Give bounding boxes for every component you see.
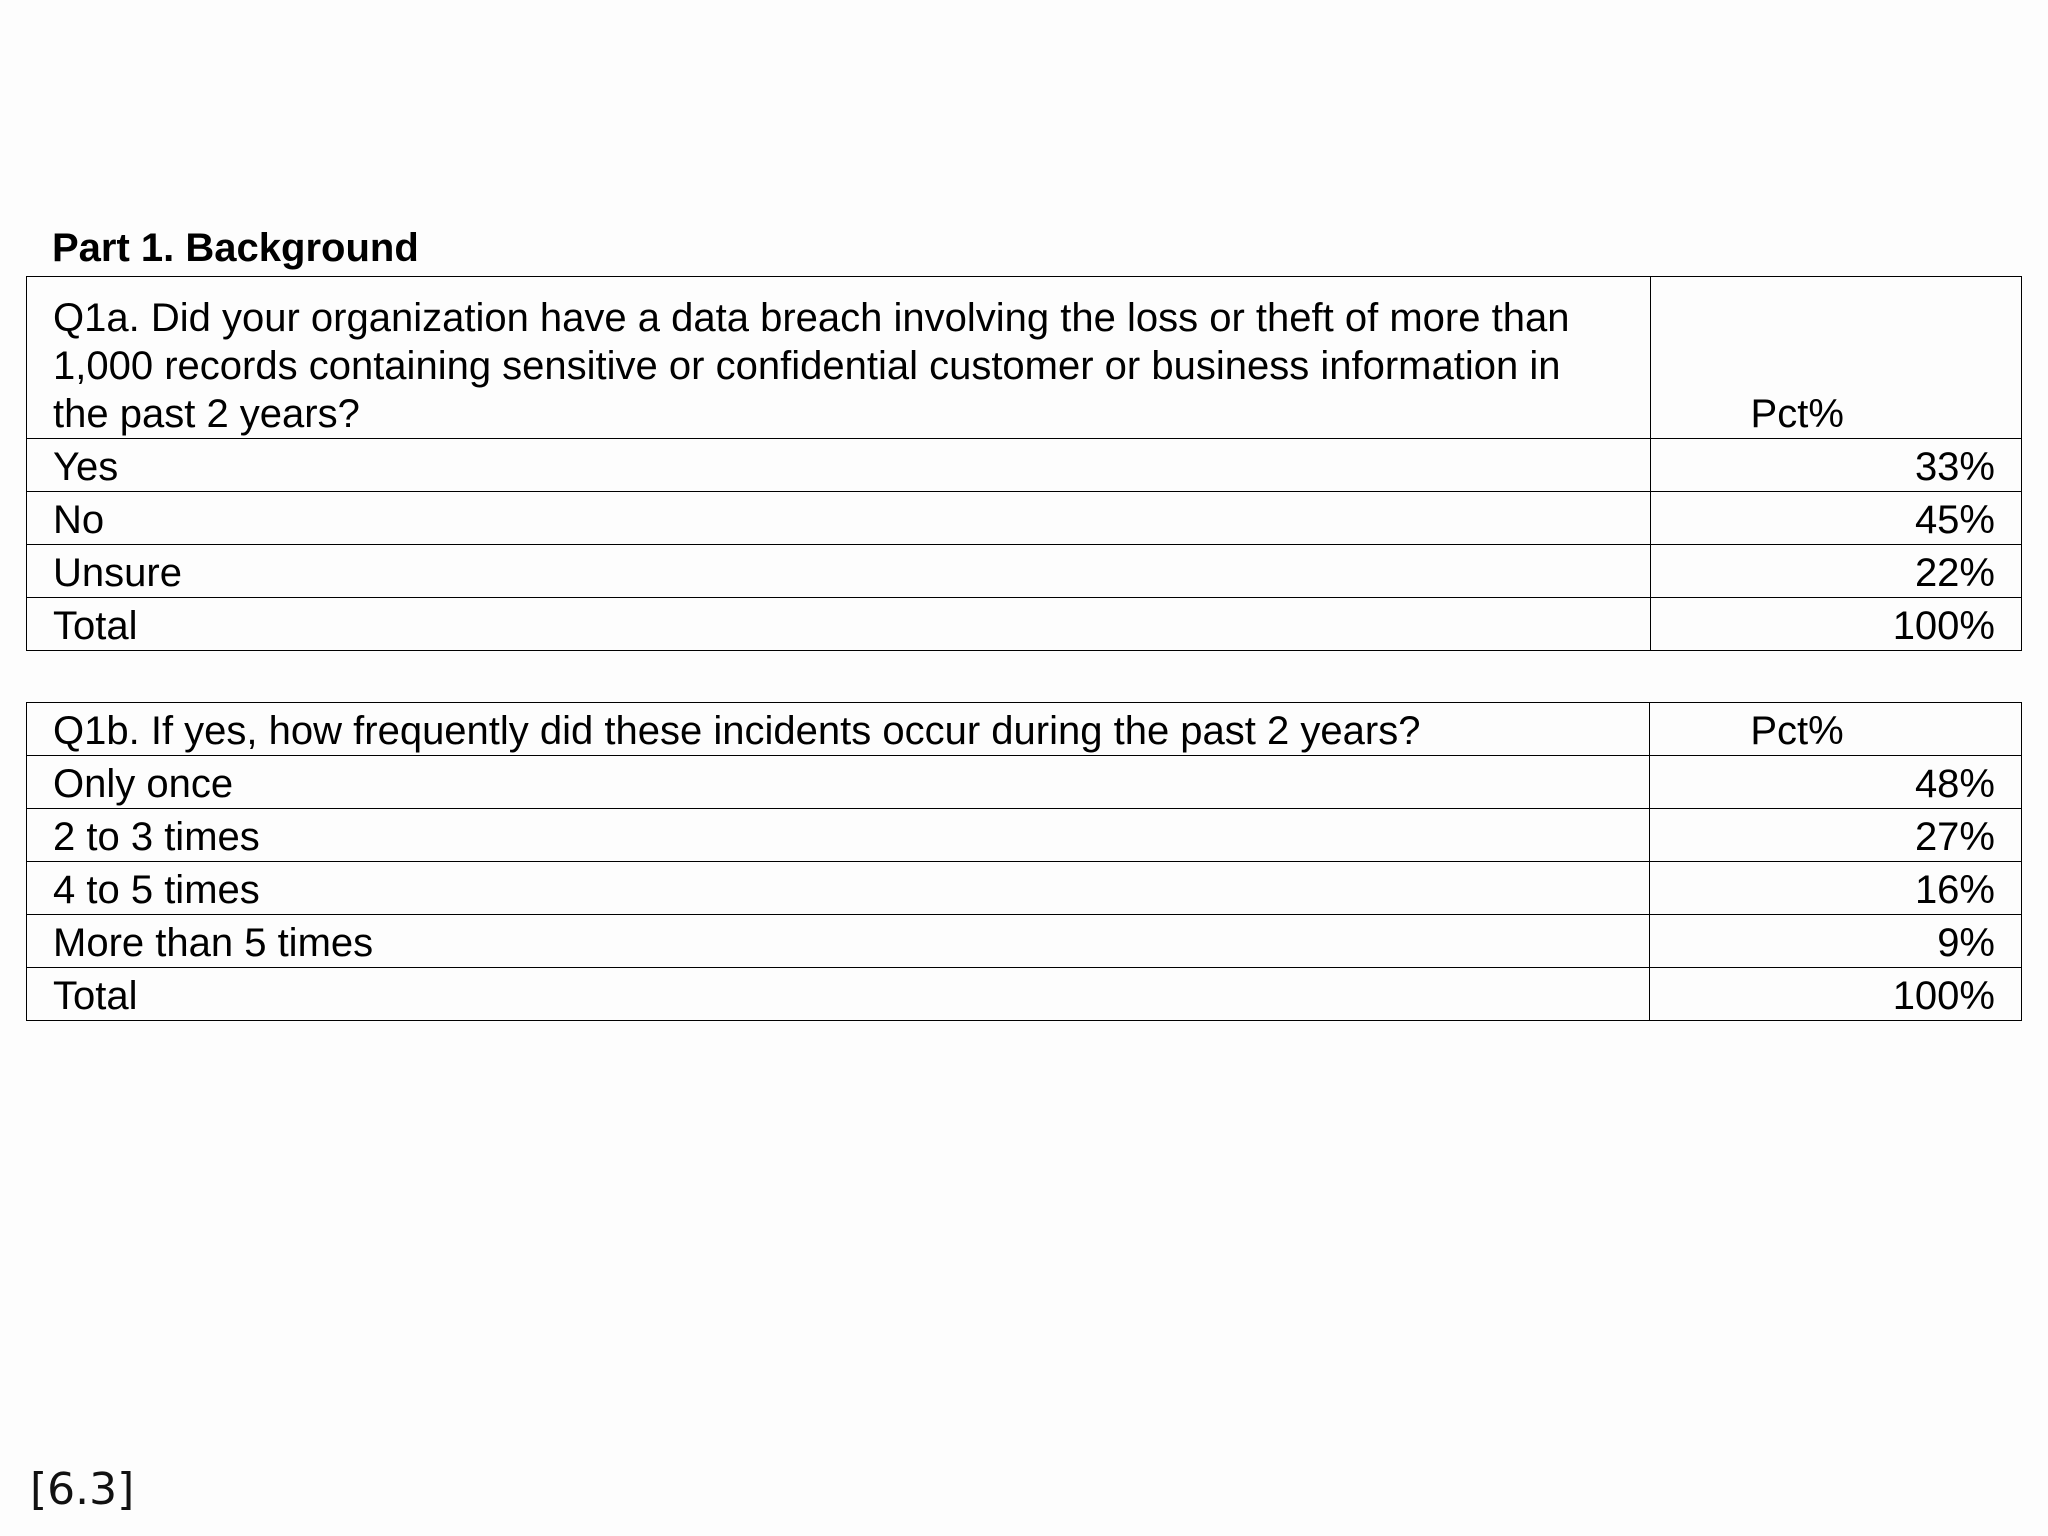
table-row — [27, 862, 2022, 915]
row-label: 4 to 5 times — [27, 862, 1650, 915]
slide-footnote: [6.3] — [30, 1464, 135, 1515]
row-label: No — [27, 492, 1651, 545]
table-row — [27, 915, 2022, 968]
table-row — [27, 439, 2022, 492]
table-row-total — [27, 598, 2022, 651]
q1a-question-row — [27, 277, 2022, 439]
q1b-question: Q1b. If yes, how frequently did these incidents occur during the past 2 years? — [27, 703, 1650, 756]
q1a-table — [26, 276, 2022, 651]
row-value: 45% — [1650, 492, 2021, 545]
table-row — [27, 809, 2022, 862]
row-label: Yes — [27, 439, 1651, 492]
row-label: Unsure — [27, 545, 1651, 598]
q1a-pct-header: Pct% — [1650, 277, 2021, 439]
row-value: 27% — [1650, 809, 2022, 862]
row-value: 100% — [1650, 598, 2021, 651]
row-value: 100% — [1650, 968, 2022, 1021]
row-label: 2 to 3 times — [27, 809, 1650, 862]
row-value: 16% — [1650, 862, 2022, 915]
row-label: Total — [27, 598, 1651, 651]
table-row — [27, 492, 2022, 545]
table-row-total — [27, 968, 2022, 1021]
row-label: Total — [27, 968, 1650, 1021]
row-value: 22% — [1650, 545, 2021, 598]
q1b-table — [26, 702, 2022, 1021]
q1a-question: Q1a. Did your organization have a data breach involving the loss or theft of more than 1,000 records containing sensitive or confidential customer or business information in the past 2 years? — [27, 277, 1651, 439]
row-value: 9% — [1650, 915, 2022, 968]
row-value: 48% — [1650, 756, 2022, 809]
row-label: More than 5 times — [27, 915, 1650, 968]
row-value: 33% — [1650, 439, 2021, 492]
q1b-pct-header: Pct% — [1650, 703, 2022, 756]
row-label: Only once — [27, 756, 1650, 809]
table-row — [27, 756, 2022, 809]
section-title: Part 1. Background — [52, 226, 419, 270]
q1b-question-row — [27, 703, 2022, 756]
table-row — [27, 545, 2022, 598]
